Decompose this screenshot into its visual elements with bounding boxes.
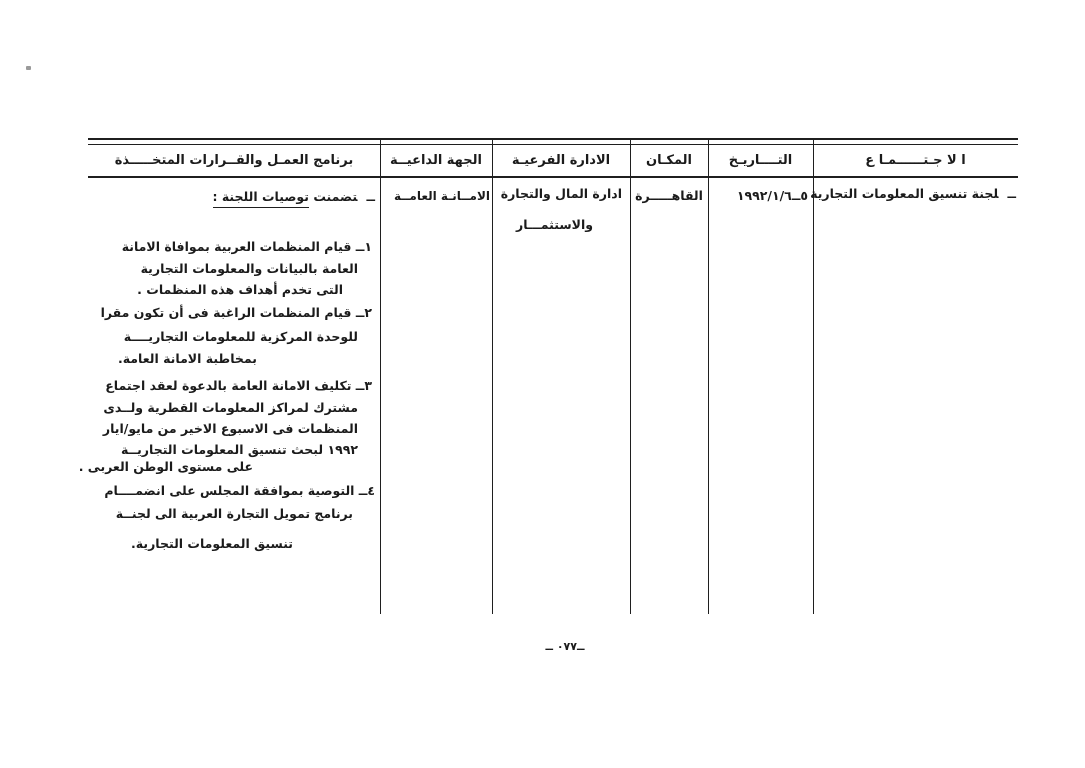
cell-meeting [810, 186, 1016, 202]
cell-sub-administration-line1: ادارة المال والتجارة [500, 186, 622, 201]
cell-date [737, 188, 808, 204]
meeting-name: لجنة تنسيق المعلومات التجارية [810, 186, 999, 201]
program-item1-line3: التى تخدم أهداف هذه المنظمات . [137, 282, 343, 297]
program-item3-line4: ١٩٩٢ لبحث تنسيق المعلومات التجاريــة [120, 442, 358, 457]
program-item3-line2: مشترك لمراكز المعلومات القطرية ولــدى [103, 400, 358, 415]
program-item3-line1: ٣ــ تكليف الامانة العامة بالدعوة لعقد اجتماع [105, 378, 372, 393]
page-number: ــ٠٧٧ ــ [545, 640, 585, 653]
table-vertical-rule-1 [380, 138, 381, 614]
program-item2-line3: بمخاطبة الامانة العامة. [117, 351, 257, 366]
column-header-place: المكـان [645, 153, 693, 168]
table-vertical-rule-2 [492, 138, 493, 614]
program-item2-line2: للوحدة المركزية للمعلومات التجاريــــة [123, 329, 358, 344]
program-item3-line5: على مستوى الوطن العربى . [78, 459, 253, 474]
column-header-meeting: ا لا جـتــــــمـا ع [865, 153, 966, 168]
table-top-rule-outer [88, 138, 1018, 140]
column-header-sub-administration: الادارة الفرعيـة [511, 153, 611, 168]
program-intro-plain: تضمنت [313, 189, 358, 204]
column-header-work-program: برنامج العمـل والقــرارات المتخـــــذة [114, 153, 354, 168]
meeting-date: ١٩٩٢/١/٦ــ٥ [736, 188, 808, 203]
column-header-inviting-body: الجهة الداعيــة [390, 153, 482, 168]
column-header-date: التــــاريـخ [728, 153, 793, 168]
program-item2-line1: ٢ــ قيام المنظمات الراغبة فى أن تكون مقرا [100, 305, 372, 320]
table-top-rule-inner [88, 144, 1018, 145]
table-vertical-rule-3 [630, 138, 631, 614]
table-header-bottom-rule [88, 176, 1018, 178]
cell-sub-administration-line2: والاستثمـــار [516, 217, 593, 232]
program-item3-line3: المنظمات فى الاسبوع الاخير من مايو/ايار [102, 421, 358, 436]
table-vertical-rule-4 [708, 138, 709, 614]
program-item4-line2: برنامج تمويل التجارة العربية الى لجنــة [115, 506, 353, 521]
program-intro-underlined: توصيات اللجنة : [213, 189, 309, 208]
program-item4-line1: ٤ــ التوصية بموافقة المجلس على انضمــــام [104, 483, 375, 498]
cell-place: القاهـــــرة [635, 188, 703, 203]
meeting-dash: ــ [1007, 186, 1016, 201]
program-intro-dash: ــ [366, 189, 375, 204]
program-item1-line1: ١ــ قيام المنظمات العربية بموافاة الامانة [121, 239, 372, 254]
table-vertical-rule-5 [813, 138, 814, 614]
cell-inviting-body: الامــانـة العامــة [393, 189, 490, 203]
scan-artifact-speck [26, 66, 31, 70]
program-intro-line [213, 189, 376, 205]
program-item4-line3: تنسيق المعلومات التجارية. [131, 536, 293, 551]
program-item1-line2: العامة بالبيانات والمعلومات التجارية [140, 261, 358, 276]
